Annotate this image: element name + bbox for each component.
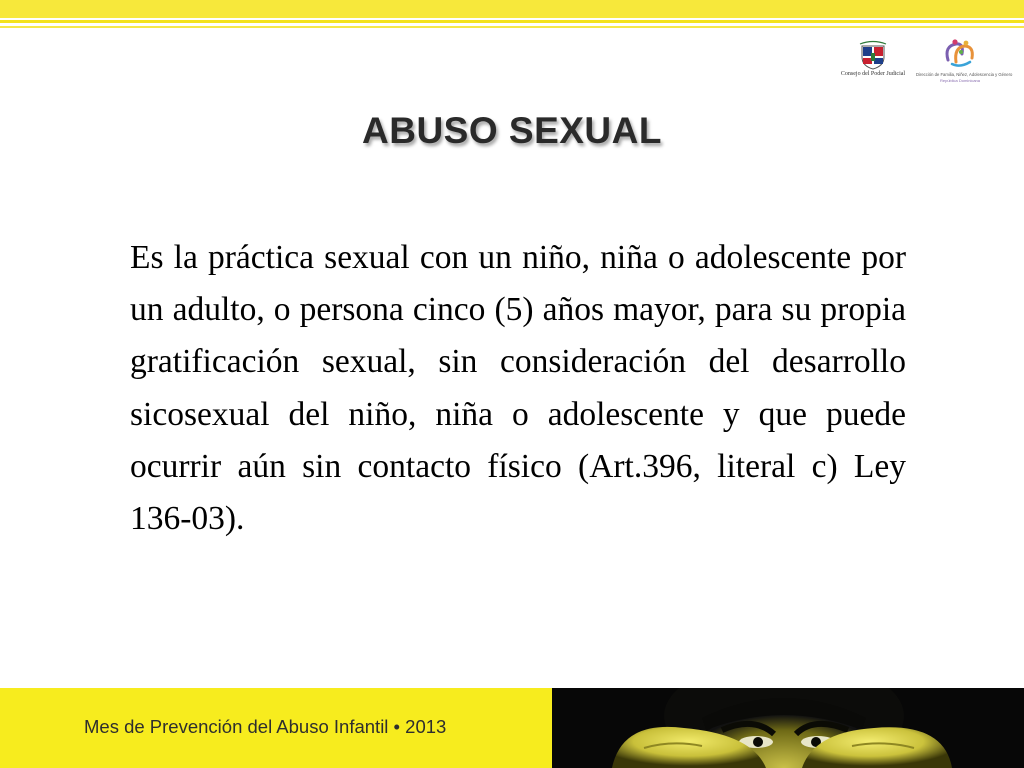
child-covering-face-photo: [552, 688, 1024, 768]
right-logo-subcaption: República Dominicana: [939, 78, 981, 83]
left-logo-caption: Consejo del Poder Judicial: [840, 71, 906, 77]
family-figures-icon: [942, 38, 978, 70]
right-logo-caption: Dirección de Familia, Niñez, Adolescencia y Género: [916, 72, 1013, 77]
coat-of-arms-icon: [858, 40, 888, 70]
footer-photo: [552, 688, 1024, 768]
top-yellow-band: [0, 0, 1024, 18]
consejo-poder-judicial-logo: [836, 40, 910, 84]
footer-caption: Mes de Prevención del Abuso Infantil • 2013: [84, 716, 447, 737]
slide-title: ABUSO SEXUAL: [362, 110, 662, 151]
direccion-familia-logo: [916, 38, 1013, 86]
top-divider-line: [0, 20, 1024, 23]
top-divider-line-thin: [0, 26, 1024, 28]
definition-paragraph: Es la práctica sexual con un niño, niña o adolescente por un adulto, o persona cinco (5) años mayor, para su propia gratificación sexual, sin consideración del desarrollo sicosexual del niño, niña o adolescente y que puede ocurrir aún sin contacto físico (Art.396, literal c) Ley 136-03).: [130, 239, 906, 538]
